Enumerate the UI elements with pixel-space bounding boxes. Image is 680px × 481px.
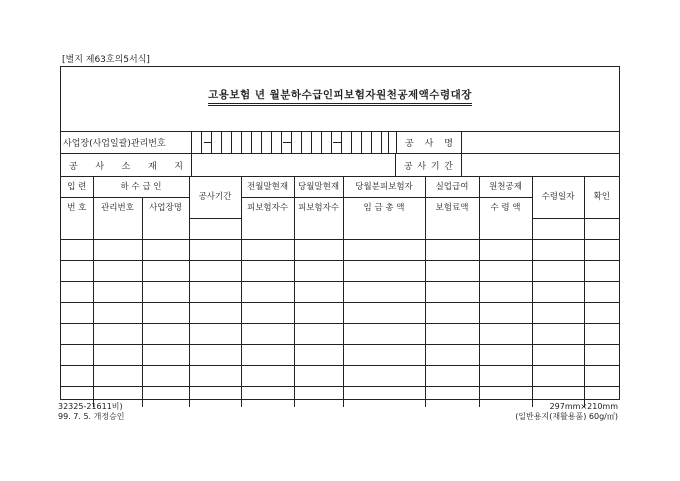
table-cell[interactable] — [425, 281, 479, 302]
table-cell[interactable] — [425, 239, 479, 260]
table-cell[interactable] — [479, 323, 532, 344]
digit-box[interactable] — [212, 131, 222, 153]
table-cell[interactable] — [142, 218, 189, 239]
col-received-bottom: 수 령 액 — [479, 198, 532, 219]
label-char: 기 — [430, 161, 440, 172]
table-cell[interactable] — [294, 218, 343, 239]
table-cell[interactable] — [532, 302, 584, 323]
table-cell[interactable] — [93, 344, 142, 365]
table-cell[interactable] — [93, 365, 142, 386]
table-cell[interactable] — [584, 260, 619, 281]
table-cell[interactable] — [479, 260, 532, 281]
digit-box[interactable] — [262, 131, 272, 153]
table-cell[interactable] — [584, 281, 619, 302]
col-curr-month-bottom: 피보험자수 — [294, 198, 343, 219]
table-cell[interactable] — [584, 218, 619, 239]
table-cell[interactable] — [479, 344, 532, 365]
table-cell[interactable] — [425, 365, 479, 386]
table-cell[interactable] — [241, 323, 294, 344]
table-cell[interactable] — [294, 386, 343, 407]
col-prev-month-bottom: 피보험자수 — [241, 198, 294, 219]
table-row — [61, 323, 619, 344]
table-cell[interactable] — [425, 323, 479, 344]
site-address-label — [61, 154, 192, 176]
revision-date: 99. 7. 5. 개정승인 — [58, 412, 125, 421]
table-row — [61, 218, 619, 239]
digit-box[interactable] — [292, 131, 302, 153]
label-char: 명 — [444, 138, 453, 149]
table-cell[interactable] — [425, 386, 479, 407]
table-cell[interactable] — [189, 281, 241, 302]
digit-box[interactable] — [352, 131, 362, 153]
table-row — [61, 365, 619, 386]
label-char: 소 — [121, 161, 131, 172]
site-address-field[interactable] — [192, 154, 396, 176]
table-row — [61, 281, 619, 302]
digit-box[interactable] — [242, 131, 252, 153]
box-border — [388, 131, 389, 153]
digit-box[interactable] — [342, 131, 352, 153]
col-sub-mgmt-no: 관리번호 — [93, 198, 142, 219]
table-cell[interactable] — [584, 365, 619, 386]
digit-box[interactable] — [302, 131, 312, 153]
project-period-label — [396, 154, 462, 176]
table-cell[interactable] — [532, 323, 584, 344]
table-cell[interactable] — [425, 260, 479, 281]
table-cell[interactable] — [343, 302, 425, 323]
table-cell[interactable] — [189, 365, 241, 386]
table-cell[interactable] — [294, 344, 343, 365]
col-prev-month-top: 전월말현재 — [241, 177, 294, 198]
management-number-label: 사업장(사업일괄)관리번호 — [61, 131, 192, 153]
footer-right — [515, 402, 618, 422]
project-name-field[interactable] — [462, 131, 619, 153]
label-char: 간 — [444, 161, 453, 172]
table-cell[interactable] — [189, 260, 241, 281]
table-cell[interactable] — [584, 323, 619, 344]
table-cell[interactable] — [142, 365, 189, 386]
col-wage-top: 당월분피보험자 — [343, 177, 425, 198]
label-char: 공 — [404, 161, 413, 172]
table-cell[interactable] — [584, 344, 619, 365]
table-cell[interactable] — [479, 302, 532, 323]
table-cell[interactable] — [479, 365, 532, 386]
table-cell[interactable] — [61, 365, 93, 386]
label-char: 공 — [405, 138, 414, 149]
table-cell[interactable] — [142, 239, 189, 260]
label-char: 사 — [417, 161, 427, 172]
table-cell[interactable] — [241, 281, 294, 302]
table-cell[interactable] — [479, 218, 532, 239]
form-label: [별지 제63호의5서식] — [62, 55, 150, 65]
table-cell[interactable] — [61, 302, 93, 323]
table-cell[interactable] — [343, 281, 425, 302]
title-row — [61, 67, 619, 132]
label-char: 사 — [424, 138, 434, 149]
form-code: 32325-21611비) — [58, 402, 123, 411]
header-row-1 — [61, 177, 619, 198]
project-name-label — [396, 131, 462, 153]
table-cell[interactable] — [294, 323, 343, 344]
table-cell[interactable] — [189, 239, 241, 260]
dash-mark — [283, 142, 291, 143]
table-cell[interactable] — [241, 218, 294, 239]
table-cell[interactable] — [343, 239, 425, 260]
table-cell[interactable] — [343, 386, 425, 407]
ledger-table — [61, 177, 619, 407]
col-receipt-date: 수령일자 — [532, 177, 584, 218]
table-cell[interactable] — [189, 218, 241, 239]
digit-box[interactable] — [322, 131, 332, 153]
digit-box[interactable] — [202, 131, 212, 153]
table-cell[interactable] — [425, 344, 479, 365]
label-char: 공 — [69, 161, 78, 172]
col-sub-site-name: 사업장명 — [142, 198, 189, 219]
table-row — [61, 260, 619, 281]
address-row — [61, 154, 619, 177]
table-cell[interactable] — [294, 260, 343, 281]
col-curr-month-top: 당월말현재 — [294, 177, 343, 198]
table-cell[interactable] — [241, 386, 294, 407]
digit-box[interactable] — [362, 131, 372, 153]
table-cell[interactable] — [61, 323, 93, 344]
management-number-row — [61, 131, 619, 154]
table-cell[interactable] — [343, 323, 425, 344]
table-cell[interactable] — [61, 260, 93, 281]
paper-size: 297mm×210mm — [549, 402, 618, 411]
table-cell[interactable] — [189, 323, 241, 344]
col-premium-bottom: 보험료액 — [425, 198, 479, 219]
table-cell[interactable] — [532, 281, 584, 302]
table-cell[interactable] — [93, 260, 142, 281]
table-cell[interactable] — [532, 365, 584, 386]
label-char: 지 — [174, 161, 183, 172]
col-subcontractor: 하 수 급 인 — [93, 177, 189, 198]
table-cell[interactable] — [294, 239, 343, 260]
table-cell[interactable] — [479, 239, 532, 260]
table-row — [61, 302, 619, 323]
table-cell[interactable] — [61, 218, 93, 239]
table-cell[interactable] — [189, 302, 241, 323]
paper-type: (일반용지(재활용품) 60g/㎡) — [515, 412, 618, 421]
col-confirm: 확인 — [584, 177, 619, 218]
table-cell[interactable] — [294, 281, 343, 302]
table-cell[interactable] — [61, 344, 93, 365]
table-cell[interactable] — [93, 218, 142, 239]
table-cell[interactable] — [93, 281, 142, 302]
digit-box[interactable] — [372, 131, 382, 153]
table-cell[interactable] — [532, 239, 584, 260]
table-cell[interactable] — [532, 344, 584, 365]
table-cell[interactable] — [532, 260, 584, 281]
table-cell[interactable] — [241, 344, 294, 365]
table-cell[interactable] — [93, 239, 142, 260]
col-premium-top: 실업급여 — [425, 177, 479, 198]
col-project-period: 공사기간 — [189, 177, 241, 218]
table-cell[interactable] — [294, 302, 343, 323]
form-frame — [60, 66, 620, 400]
table-cell[interactable] — [343, 260, 425, 281]
table-cell[interactable] — [241, 302, 294, 323]
digit-box[interactable] — [252, 131, 262, 153]
form-title — [61, 87, 619, 102]
table-cell[interactable] — [584, 239, 619, 260]
col-received-top: 원천공제 — [479, 177, 532, 198]
table-cell[interactable] — [189, 344, 241, 365]
dash-mark — [333, 142, 341, 143]
project-period-field[interactable] — [462, 154, 619, 176]
table-cell[interactable] — [93, 323, 142, 344]
table-cell[interactable] — [343, 365, 425, 386]
table-cell[interactable] — [343, 218, 425, 239]
table-cell[interactable] — [142, 260, 189, 281]
form-title-text: 고용보험 년 월분하수급인피보험자원천공제액수령대장 — [208, 89, 472, 106]
digit-box[interactable] — [222, 131, 232, 153]
table-body — [61, 218, 619, 407]
table-row — [61, 239, 619, 260]
table-cell[interactable] — [425, 218, 479, 239]
table-cell[interactable] — [241, 239, 294, 260]
digit-box[interactable] — [192, 131, 202, 153]
table-cell[interactable] — [294, 365, 343, 386]
col-serial-bottom: 번 호 — [61, 198, 93, 219]
table-cell[interactable] — [61, 281, 93, 302]
table-cell[interactable] — [189, 386, 241, 407]
digit-box[interactable] — [272, 131, 282, 153]
table-cell[interactable] — [142, 323, 189, 344]
table-row — [61, 344, 619, 365]
label-char: 재 — [147, 161, 157, 172]
digit-box[interactable] — [232, 131, 242, 153]
table-cell[interactable] — [241, 260, 294, 281]
management-number-boxes[interactable] — [192, 131, 388, 153]
table-cell[interactable] — [425, 302, 479, 323]
table-cell[interactable] — [584, 302, 619, 323]
table-cell[interactable] — [479, 281, 532, 302]
table-cell[interactable] — [93, 302, 142, 323]
col-wage-bottom: 임 금 총 액 — [343, 198, 425, 219]
table-cell[interactable] — [142, 302, 189, 323]
table-cell[interactable] — [142, 344, 189, 365]
table-cell[interactable] — [532, 218, 584, 239]
footer-left — [58, 402, 125, 422]
digit-box[interactable] — [312, 131, 322, 153]
label-char: 사 — [95, 161, 105, 172]
table-cell[interactable] — [241, 365, 294, 386]
table-cell[interactable] — [343, 344, 425, 365]
table-cell[interactable] — [142, 281, 189, 302]
col-serial-top: 입 련 — [61, 177, 93, 198]
table-cell[interactable] — [61, 239, 93, 260]
table-cell[interactable] — [142, 386, 189, 407]
